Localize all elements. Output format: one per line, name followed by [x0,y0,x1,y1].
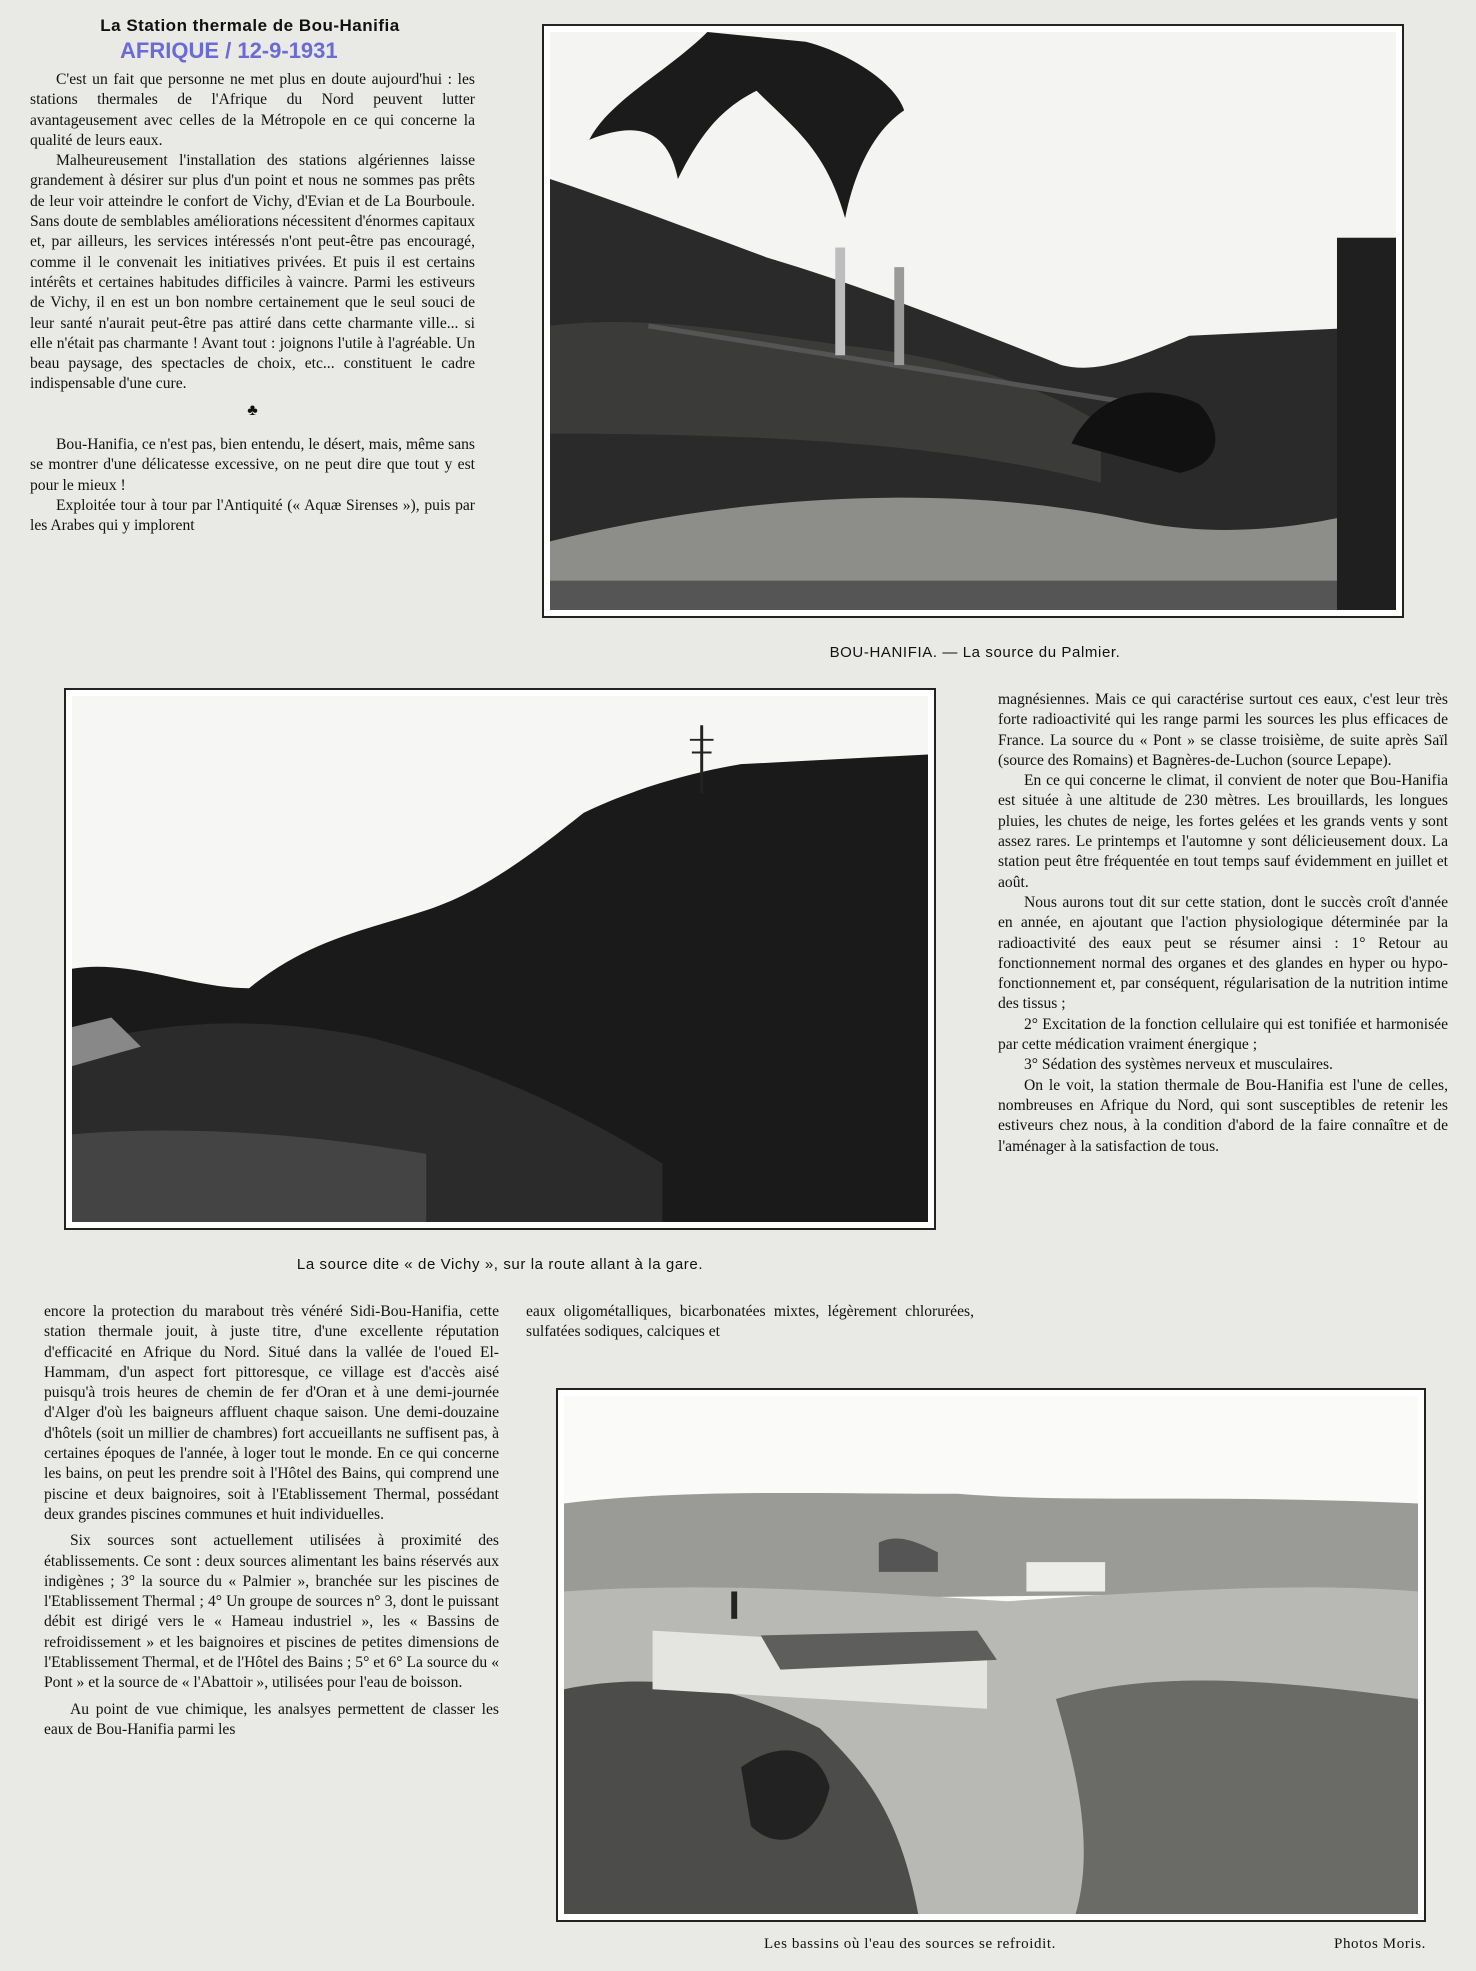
column-left-top [30,70,475,537]
caption-bassins: Les bassins où l'eau des sources se refroidit. [764,1936,1056,1952]
paragraph: On le voit, la station thermale de Bou-Hanifia est l'une de celles, nombreuses en Afrique du Nord, qui sont susceptibles de retenir les estiveurs chez nous, à la condition d'abord de la faire connaître et de l'aménager à la satisfaction de tous. [998,1076,1448,1155]
paragraph: magnésiennes. Mais ce qui caractérise surtout ces eaux, c'est leur très forte radioactivité qui les range parmi les sources les plus efficaces de France. La source du « Pont » se classe troisième, de suite après Saïl (source des Romains) et Bagnères-de-Luchon (source Lepape). [998,691,1448,769]
paragraph: Nous aurons tout dit sur cette station, dont le succès croît d'année en année, en ajoutant que l'action physiologique déterminée par la radioactivité des eaux peut se résumer ainsi : 1° Retour au fonctionnement normal des organes et des glandes en hyper ou hypo-fonctionnement et, par conséquent, régularisation de la nutrition intime des tissus ; [998,893,1448,1013]
column-right [998,690,1448,1157]
column-middle-bottom [526,1302,974,1343]
paragraph: C'est un fait que personne ne met plus en doute aujourd'hui : les stations thermales de l'Afrique du Nord peuvent lutter avantageusement avec celles de la Métropole en ce qui concerne la qualité de leurs eaux. [30,71,475,149]
paragraph: 3° Sédation des systèmes nerveux et musculaires. [1024,1056,1333,1074]
paragraph: Au point de vue chimique, les analsyes permettent de classer les eaux de Bou-Hanifia parmi les [44,1700,499,1738]
photo-credit: Photos Moris. [1334,1936,1426,1952]
photo-source-de-vichy [64,688,936,1230]
bassins-photo-image [564,1396,1418,1914]
caption-vichy: La source dite « de Vichy », sur la route allant à la gare. [296,1256,704,1273]
paragraph: encore la protection du marabout très vénéré Sidi-Bou-Hanifia, cette station thermale jouit, à juste titre, d'une excellente réputation d'efficacité en Afrique du Nord. Situé dans la vallée de l'oued El-Hammam, d'un aspect fort pittoresque, ce village est d'accès aisé puisqu'à trois heures de chemin de fer d'Oran et à une demi-journée d'Alger d'où les baigneurs affluent chaque saison. Une demi-douzaine d'hôtels (soit un millier de chambres) fort accueillants ne suffisent pas, à certaines époques de l'année, à loger tout le monde. En ce qui concerne les bains, on peut les prendre soit à l'Hôtel des Bains, qui comprend une piscine et deux baignoires, soit à l'Etablissement Thermal, possédant deux grandes piscines communes et huit individuelles. [44,1303,499,1523]
paragraph: Six sources sont actuellement utilisées à proximité des établissements. Ce sont : deux sources alimentant les bains réservés aux indigènes ; 3° la source du « Palmier », branchée sur les piscines de l'Etablissement Thermal ; 4° Un groupe de sources n° 3, dont le puissant débit est dirigé vers le « Hameau industriel », les « Bassins de refroidissement » et les baignoires et piscines de petites dimensions de l'Etablissement Thermal, et de l'Hôtel des Bains ; 5° et 6° La source du « Pont » et la source de « l'Abattoir », utilisées pour l'eau de boisson. [44,1532,499,1692]
column-left-bottom [44,1302,499,1740]
paragraph: Malheureusement l'installation des stations algériennes laisse grandement à désirer sur plus d'un point et nous ne sommes pas prêts de leur voir atteindre le confort de Vichy, d'Evian et de La Bourboule. Sans doute de semblables améliorations nécessitent d'énormes capitaux et, par ailleurs, les services intéressés n'ont peut-être pas encouragé, comme il le convenait les initiatives privées. Et puis il est certains intérêts et certaines habitudes difficiles à vaincre. Parmi les estiveurs de Vichy, il en est un bon nombre certainement que le seul souci de leur santé n'aurait peut-être pas attiré dans cette charmante ville... si elle n'était pas charmante ! Avant tout : joignons l'utile à l'agréable. Un beau paysage, des spectacles de choix, etc... constituent le cadre indispensable d'une cure. [30,152,475,393]
article-title: La Station thermale de Bou-Hanifia [100,16,400,35]
paragraph: 2° Excitation de la fonction cellulaire qui est tonifiée et harmonisée par cette médication vraiment énergique ; [998,1015,1448,1054]
vichy-photo-image [72,696,928,1222]
photo-bassins [556,1388,1426,1922]
paragraph: eaux oligométalliques, bicarbonatées mixtes, légèrement chlorurées, sulfatées sodiques, calciques et [526,1303,974,1341]
paragraph: Bou-Hanifia, ce n'est pas, bien entendu, le désert, mais, même sans se montrer d'une délicatesse excessive, on ne peut dire que tout y est pour le mieux ! [30,436,475,494]
archive-stamp: AFRIQUE / 12-9-1931 [120,38,338,63]
photo-source-du-palmier [542,24,1404,618]
palmier-photo-image [550,32,1396,610]
caption-palmier: BOU-HANIFIA. — La source du Palmier. [829,644,1121,661]
section-separator: ♣ [247,401,258,419]
paragraph: En ce qui concerne le climat, il convient de noter que Bou-Hanifia est située à une altitude de 230 mètres. Les brouillards, les longues pluies, les chutes de neige, les fortes gelées et les grands vents y sont assez rares. Le printemps et l'automne y sont délicieusement doux. La station peut être fréquentée en tout temps sauf évidemment en juillet et août. [998,772,1448,891]
paragraph: Exploitée tour à tour par l'Antiquité (« Aquæ Sirenses »), puis par les Arabes qui y implorent [30,496,475,535]
